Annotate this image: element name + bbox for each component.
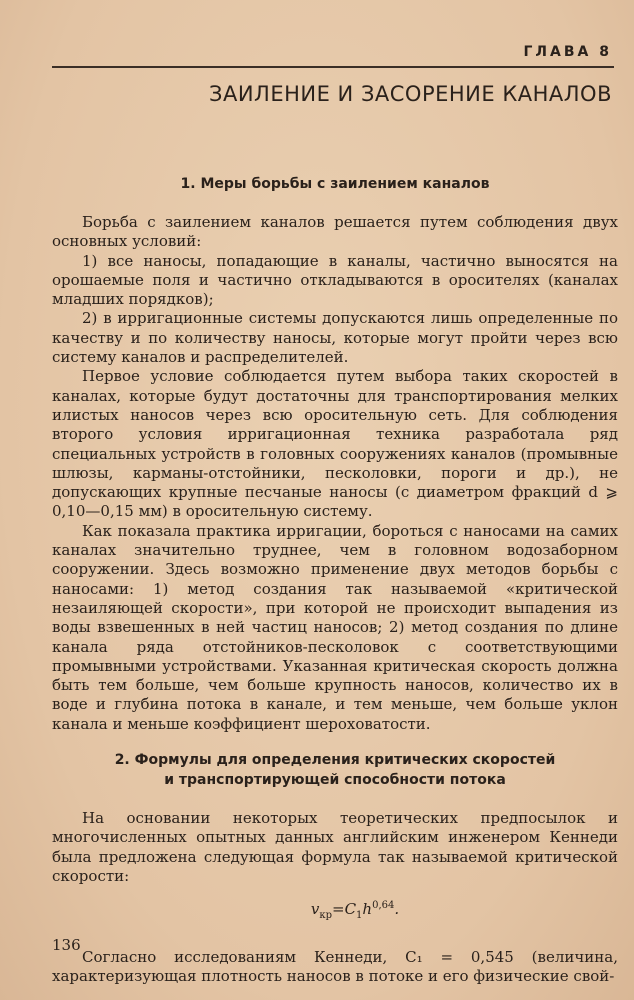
- paragraph: 2) в ирригационные системы допускаются лишь определенные по качеству и по количеству наносы, которые могут пройти через всю систему каналов и распределителей.: [52, 309, 618, 367]
- kennedy-formula: [92, 896, 618, 925]
- chapter-title: ЗАИЛЕНИЕ И ЗАСОРЕНИЕ КАНАЛОВ: [209, 82, 612, 106]
- formula-coef: =C: [332, 900, 357, 919]
- header-rule: [52, 66, 614, 68]
- formula-lhs: v: [310, 900, 320, 919]
- paragraph: 1) все наносы, попадающие в каналы, частично выносятся на орошаемые поля и частично откладываются в оросителях (каналах младших порядков);: [52, 251, 618, 309]
- page-content: [52, 174, 618, 986]
- formula-coef-sub: 1: [356, 910, 363, 922]
- paragraph: На основании некоторых теоретических предпосылок и многочисленных опытных данных английским инженером Кеннеди была предложена следующая формула так называемой критической скорости:: [52, 809, 618, 885]
- paragraph: Борьба с заилением каналов решается путем соблюдения двух основных условий:: [52, 213, 618, 251]
- formula-end: .: [394, 900, 400, 919]
- page-number: 136: [52, 936, 81, 954]
- chapter-label: ГЛАВА 8: [523, 44, 612, 60]
- section-2-heading: [52, 750, 618, 790]
- section-2-heading-line-2: и транспортирующей способности потока: [164, 772, 506, 789]
- paragraph: Первое условие соблюдается путем выбора таких скоростей в каналах, которые будут достаточны для транспортирования мелких илистых наносов через всю оросительную сеть. Для соблюдения второго условия ирригационная техника разработала ряд специальных устройств в головных сооружениях каналов (промывные шлюзы, карманы-отстойники, песколовки, пороги и др.), не допускающих крупные песчаные наносы (с диаметром фракций d ⩾ 0,10—0,15 мм) в оросительную систему.: [52, 367, 618, 521]
- formula-lhs-sub: кр: [319, 910, 332, 922]
- paragraph: Как показала практика ирригации, бороться с наносами на самих каналах значительно труднее, чем в головном водозаборном сооружении. Здесь возможно применение двух методов борьбы с наносами: 1) метод создания так называемой «критической незаиляющей скорости», при которой не происходит выпадения из воды взвешенных в ней частиц наносов; 2) метод создания по длине канала ряда отстойников-песколовок с соответствующими промывными устройствами. Указанная критическая скорость должна быть тем больше, чем больше крупность наносов, количество их в воде и глубина потока в канале, и тем меньше, чем больше уклон канала и меньше коэффициент шероховатости.: [52, 521, 618, 733]
- formula-var: h: [362, 900, 373, 919]
- section-2-heading-line-1: 2. Формулы для определения критических скоростей: [114, 752, 556, 769]
- section-1-heading: 1. Меры борьбы с заилением каналов: [180, 176, 490, 192]
- paragraph: Согласно исследованиям Кеннеди, C₁ = 0,545 (величина, характеризующая плотность наносов в потоке и его физические свой-: [52, 947, 618, 985]
- formula-exponent: 0,64: [372, 900, 395, 912]
